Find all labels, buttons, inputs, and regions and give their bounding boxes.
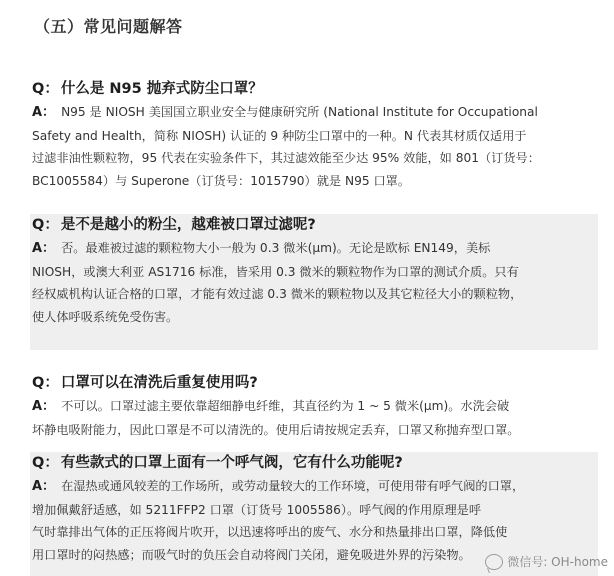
answer: [32, 237, 598, 328]
q-mark: Q：: [32, 217, 59, 233]
answer-line: 经权威机构认证合格的口罩，才能有效过滤 0.3 微米的颗粒物以及其它粒径大小的颗粒物，: [32, 287, 523, 301]
wechat-icon: [485, 554, 503, 570]
qa-block-n95: [32, 78, 592, 192]
question: [32, 78, 592, 100]
qa-block-wash-reuse: [32, 372, 592, 441]
answer-line: BC1005584）与 Superone（订货号：1015790）就是 N95 口罩。: [32, 173, 411, 188]
question: [32, 214, 598, 236]
a-mark: A：: [32, 241, 56, 256]
q-mark: Q：: [32, 81, 59, 97]
answer-line: 坏静电吸附能力，因此口罩是不可以清洗的。使用后请按规定丢弃，口罩又称抛弃型口罩。: [32, 422, 520, 437]
question-text: 是不是越小的粉尘，越难被口罩过滤呢?: [60, 217, 316, 233]
a-mark: A：: [32, 479, 56, 494]
answer-line: Safety and Health，简称 NIOSH) 认证的 9 种防尘口罩中的一种。N 代表其材质仅适用于: [32, 128, 527, 143]
answer-line: A： 在湿热或通风较差的工作场所，或劳动量较大的工作环境，可使用带有呼气阀的口罩，: [32, 479, 525, 494]
q-mark: Q：: [32, 455, 59, 471]
answer: [32, 101, 592, 192]
watermark: [485, 553, 608, 570]
question-text: 有些款式的口罩上面有一个呼气阀，它有什么功能呢?: [60, 455, 403, 471]
a-mark: A：: [32, 399, 56, 414]
question-text: 口罩可以在清洗后重复使用吗?: [60, 375, 258, 391]
answer-line: A： 不可以。口罩过滤主要依靠超细静电纤维，其直径约为 1 ~ 5 微米(μm)。水洗会破: [32, 399, 510, 414]
answer-line: 用口罩时的闷热感；而吸气时的负压会自动将阀门关闭，避免吸进外界的污染物。: [32, 547, 471, 562]
answer-line: A： 否。最难被过滤的颗粒物大小一般为 0.3 微米(μm)。无论是欧标 EN149，美标: [32, 241, 491, 256]
answer-line: 气时靠排出气体的正压将阀片吹开，以迅速将呼出的废气、水分和热量排出口罩，降低使: [32, 525, 508, 539]
answer-line: 过滤非油性颗粒物，95 代表在实验条件下，其过滤效能至少达 95% 效能，如 801（订货号：: [32, 151, 540, 165]
question: [32, 452, 598, 474]
watermark-text: 微信号: OH-home: [507, 555, 608, 569]
a-mark: A：: [32, 105, 56, 120]
q-mark: Q：: [32, 375, 59, 391]
answer-line: 增加佩戴舒适感，如 5211FFP2 口罩（订货号 1005586）。呼气阀的作用原理是呼: [32, 502, 482, 517]
answer-line: NIOSH，或澳大利亚 AS1716 标准，皆采用 0.3 微米的颗粒物作为口罩的测试介质。只有: [32, 264, 519, 279]
question-text: 什么是 N95 抛弃式防尘口罩？: [60, 81, 263, 97]
answer-line: A： N95 是 NIOSH 美国国立职业安全与健康研究所 (National Institute for Occupational: [32, 105, 538, 120]
answer-line: 使人体呼吸系统免受伤害。: [32, 309, 179, 324]
qa-block-dust-size: [30, 214, 598, 350]
question: [32, 372, 592, 394]
section-title: （五）常见问题解答: [34, 17, 183, 36]
answer: [32, 395, 592, 441]
